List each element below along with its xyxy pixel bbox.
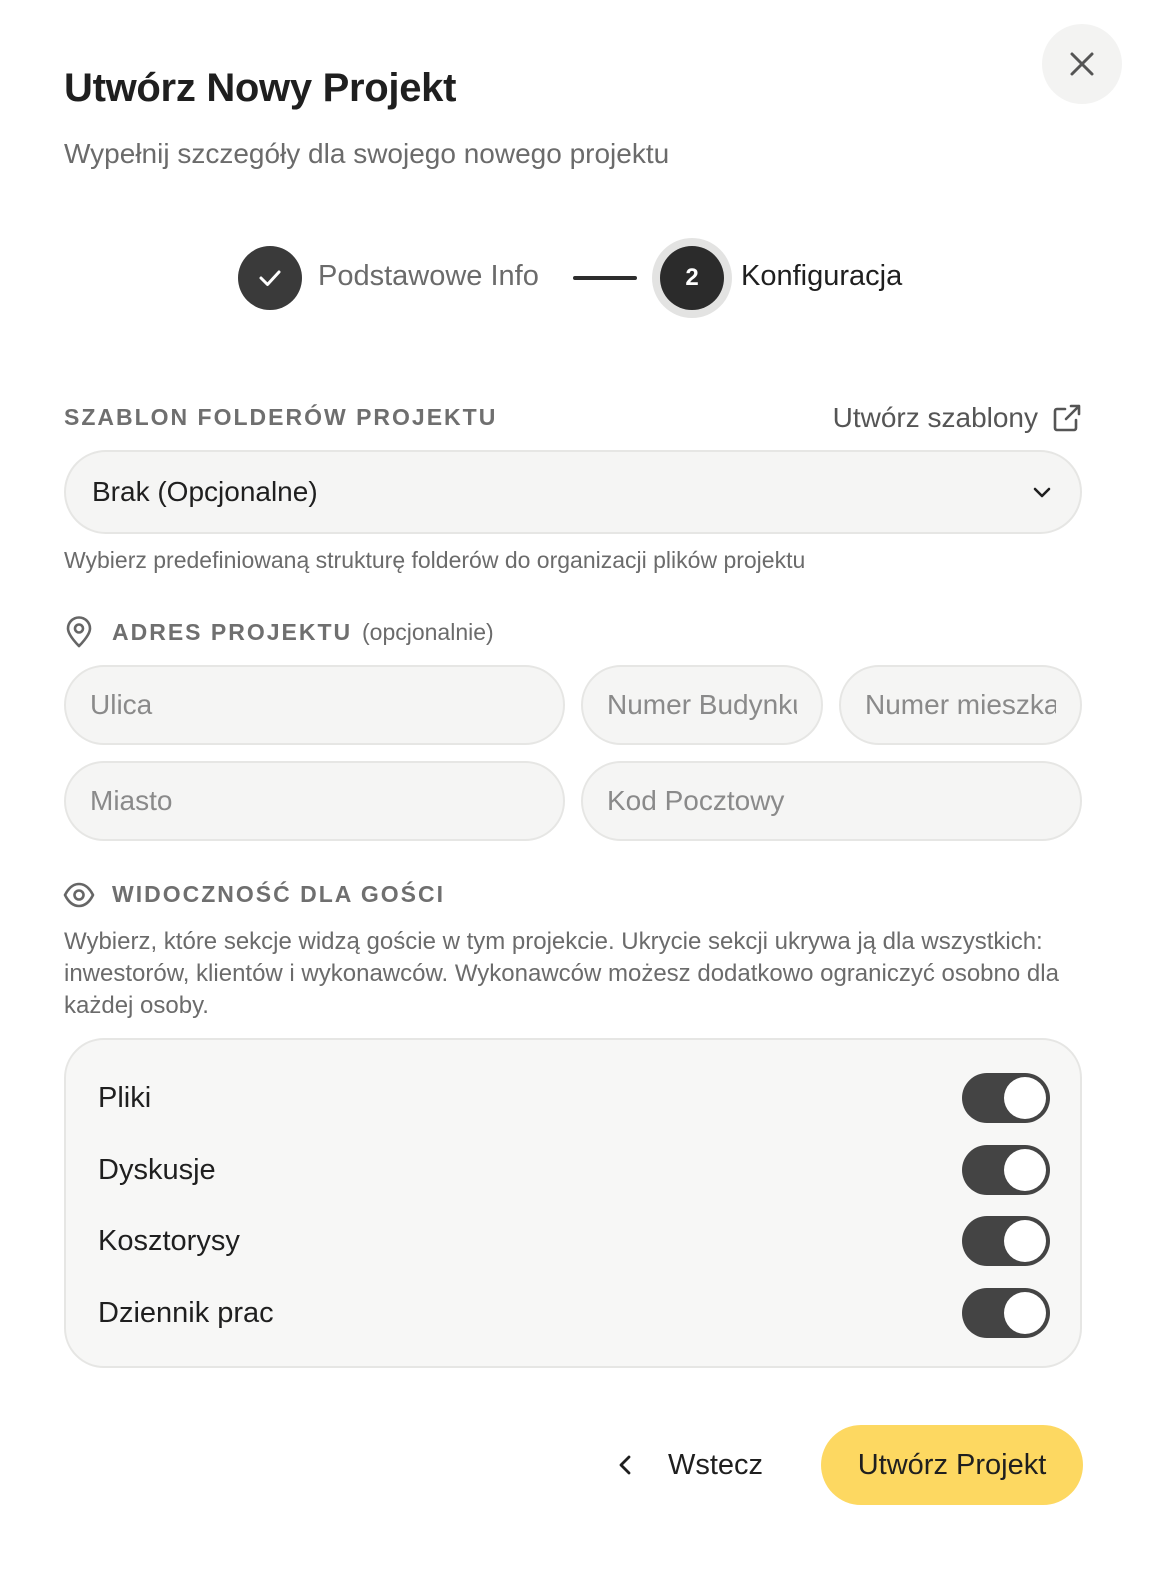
map-pin-icon (64, 616, 94, 648)
create-project-button-label: Utwórz Projekt (857, 1448, 1047, 1481)
toggle-knob (1004, 1077, 1046, 1119)
toggle-knob (1004, 1292, 1046, 1334)
visibility-row-work-log (66, 1277, 1080, 1349)
create-templates-link-label: Utwórz szablony (832, 402, 1038, 433)
visibility-row-files (66, 1062, 1080, 1134)
folder-template-select-value: Brak (Opcjonalne) (92, 476, 318, 507)
visibility-row-label: Kosztorysy (98, 1225, 240, 1257)
visibility-settings-panel (64, 1038, 1082, 1368)
step-2-label: Konfiguracja (741, 260, 903, 292)
checkmark-icon (256, 264, 284, 292)
apartment-number-field[interactable] (839, 665, 1082, 745)
back-button[interactable] (606, 1426, 771, 1504)
close-button[interactable] (1042, 24, 1122, 104)
folder-template-select[interactable] (64, 450, 1082, 534)
address-optional-note: (opcjonalnie) (362, 619, 494, 645)
files-toggle[interactable] (962, 1073, 1050, 1123)
back-button-label: Wstecz (668, 1448, 764, 1481)
toggle-knob (1004, 1220, 1046, 1262)
visibility-description: Wybierz, które sekcje widzą goście w tym projekcie. Ukrycie sekcji ukrywa ją dla wszystkich: inwestorów, klientów i wykonawców. Wykonawców możesz dodatkowo ograniczyć osobno dla każdej osoby. (64, 928, 1059, 1019)
step-2-indicator (652, 238, 732, 318)
external-link-icon (1052, 403, 1082, 433)
stepper (0, 238, 1152, 322)
visibility-row-label: Pliki (98, 1082, 152, 1114)
apartment-number-input[interactable] (841, 667, 1080, 743)
visibility-row-label: Dziennik prac (98, 1297, 274, 1329)
postal-code-input[interactable] (583, 763, 1080, 839)
building-number-input[interactable] (583, 667, 821, 743)
chevron-left-icon (614, 1453, 636, 1477)
street-input[interactable] (66, 667, 563, 743)
visibility-row-label: Dyskusje (98, 1154, 216, 1186)
step-1-label: Podstawowe Info (318, 260, 539, 292)
step-1-indicator (238, 246, 302, 310)
address-section-label: ADRES PROJEKTU (112, 619, 353, 645)
discussions-toggle[interactable] (962, 1145, 1050, 1195)
visibility-section-label: WIDOCZNOŚĆ DLA GOŚCI (112, 881, 446, 907)
toggle-knob (1004, 1149, 1046, 1191)
step-connector (573, 276, 637, 280)
city-field[interactable] (64, 761, 565, 841)
visibility-row-discussions (66, 1134, 1080, 1206)
visibility-row-estimates (66, 1205, 1080, 1277)
folder-template-label: SZABLON FOLDERÓW PROJEKTU (64, 404, 498, 430)
chevron-down-icon (1030, 480, 1054, 504)
postal-code-field[interactable] (581, 761, 1082, 841)
folder-template-hint: Wybierz predefiniowaną strukturę folderów do organizacji plików projektu (64, 547, 806, 573)
work-log-toggle[interactable] (962, 1288, 1050, 1338)
create-project-button[interactable] (821, 1425, 1083, 1505)
modal-title: Utwórz Nowy Projekt (64, 66, 457, 110)
building-number-field[interactable] (581, 665, 823, 745)
city-input[interactable] (66, 763, 563, 839)
create-templates-link[interactable] (833, 400, 1082, 436)
step-2-number: 2 (660, 246, 724, 310)
street-field[interactable] (64, 665, 565, 745)
close-icon (1067, 49, 1097, 79)
modal-subtitle: Wypełnij szczegóły dla swojego nowego projektu (64, 138, 670, 169)
estimates-toggle[interactable] (962, 1216, 1050, 1266)
eye-icon (63, 881, 95, 909)
